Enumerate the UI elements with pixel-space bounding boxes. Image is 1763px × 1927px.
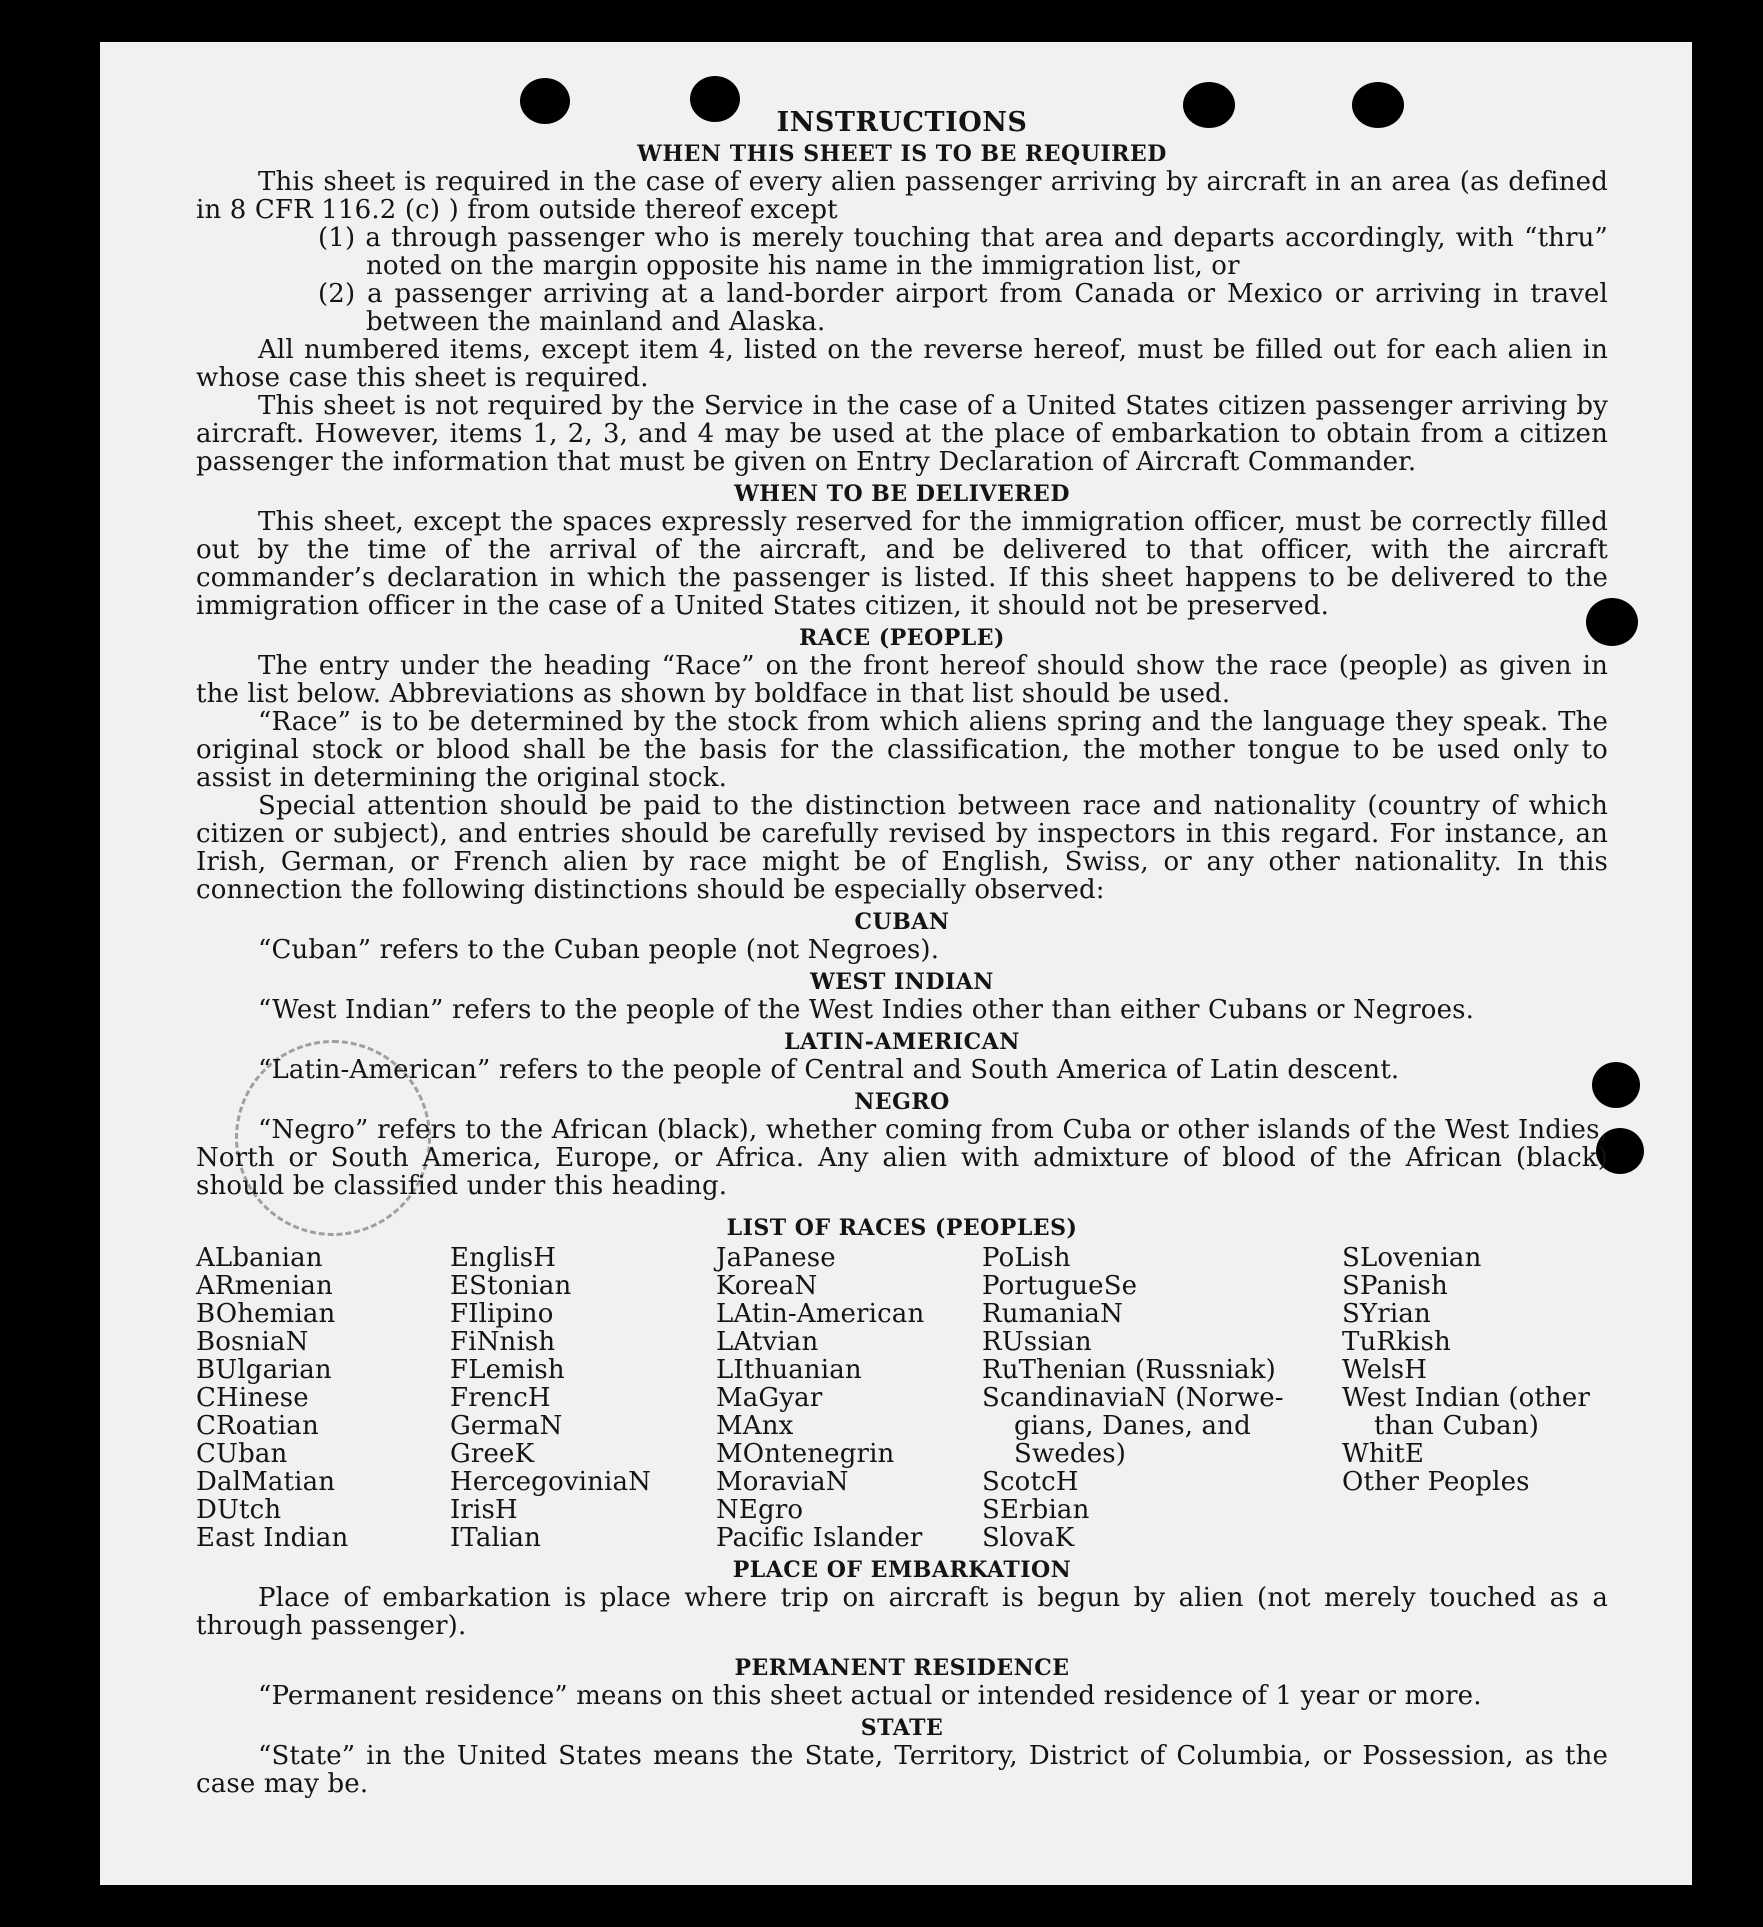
section-heading: LIST OF RACES (PEOPLES)	[726, 1215, 1078, 1241]
paragraph: Special attention should be paid to the distinction between race and nationality (country of which citizen or subject), and entries should be carefully revised by inspectors in this regard. For instance, an Irish, German, or French alien by race might be of English, Swiss, or any other nationality. In this connection the following distinctions should be especially observed:	[196, 791, 1608, 905]
race-item: Pacific Islander	[716, 1523, 923, 1553]
race-item: CUban	[196, 1439, 288, 1469]
race-item: SYrian	[1342, 1299, 1431, 1329]
race-item: ITalian	[450, 1523, 542, 1553]
race-item: DalMatian	[196, 1467, 336, 1497]
race-item: WelsH	[1342, 1355, 1428, 1385]
race-column	[716, 1244, 982, 1552]
race-item: MOntenegrin	[716, 1439, 895, 1469]
paragraph: “Latin-American” refers to the people of Central and South America of Latin descent.	[258, 1055, 1400, 1085]
race-item: SLovenian	[1342, 1243, 1482, 1273]
race-item: FLemish	[450, 1355, 565, 1385]
race-item: Swedes)	[1014, 1439, 1127, 1469]
race-item: EStonian	[450, 1271, 572, 1301]
race-item: Other Peoples	[1342, 1467, 1530, 1497]
race-item: LAtvian	[716, 1327, 819, 1357]
list-item: (1) a through passenger who is merely touching that area and departs accordingly, with “thru” noted on the margin opposite his name in the immigration list, or	[318, 223, 1608, 281]
race-item: ARmenian	[196, 1271, 333, 1301]
race-item: GreeK	[450, 1439, 535, 1469]
section-heading: CUBAN	[854, 909, 950, 935]
race-column	[982, 1244, 1342, 1552]
section-heading: PERMANENT RESIDENCE	[734, 1655, 1070, 1681]
race-item: MaGyar	[716, 1383, 823, 1413]
race-item: RuThenian (Russniak)	[982, 1355, 1276, 1385]
race-item: BOhemian	[196, 1299, 336, 1329]
race-item: ScotcH	[982, 1467, 1079, 1497]
race-item: SPanish	[1342, 1271, 1448, 1301]
section-heading: STATE	[860, 1715, 944, 1741]
race-item: MAnx	[716, 1411, 794, 1441]
race-item: BUlgarian	[196, 1355, 332, 1385]
section-heading: RACE (PEOPLE)	[799, 625, 1005, 651]
race-item: FrencH	[450, 1383, 551, 1413]
race-item: gians, Danes, and	[1014, 1411, 1251, 1441]
race-item: SlovaK	[982, 1523, 1075, 1553]
race-item: LIthuanian	[716, 1355, 862, 1385]
race-item: FIlipino	[450, 1299, 554, 1329]
race-item: SErbian	[982, 1495, 1090, 1525]
race-item: than Cuban)	[1374, 1411, 1540, 1441]
section-heading: PLACE OF EMBARKATION	[732, 1557, 1072, 1583]
paragraph: The entry under the heading “Race” on the front hereof should show the race (people) as given in the list below. Abbreviations as shown by boldface in that list should be used.	[196, 651, 1608, 709]
instructions-text	[196, 108, 1608, 1798]
paragraph: All numbered items, except item 4, listed on the reverse hereof, must be filled out for each alien in whose case this sheet is required.	[196, 335, 1608, 393]
race-item: LAtin-American	[716, 1299, 925, 1329]
race-column	[450, 1244, 716, 1552]
section-heading: WHEN THIS SHEET IS TO BE REQUIRED	[637, 141, 1167, 167]
paragraph: This sheet is not required by the Service in the case of a United States citizen passenger arriving by aircraft. However, items 1, 2, 3, and 4 may be used at the place of embarkation to obtain from a citizen passenger the information that must be given on Entry Declaration of Aircraft Commander.	[196, 391, 1608, 477]
race-column	[1342, 1244, 1608, 1552]
page-title: INSTRUCTIONS	[776, 107, 1028, 138]
section-heading: LATIN-AMERICAN	[784, 1029, 1020, 1055]
paragraph: This sheet, except the spaces expressly reserved for the immigration officer, must be correctly filled out by the time of the arrival of the aircraft, and be delivered to that officer, with the aircraft commander’s declaration in which the passenger is listed. If this sheet happens to be delivered to the immigration officer in the case of a United States citizen, it should not be preserved.	[196, 507, 1608, 621]
race-item: IrisH	[450, 1495, 518, 1525]
paragraph: “West Indian” refers to the people of the West Indies other than either Cubans or Negroes.	[258, 995, 1475, 1025]
paragraph: “Race” is to be determined by the stock from which aliens spring and the language they speak. The original stock or blood shall be the basis for the classification, the mother tongue to be used only to assist in determining the original stock.	[196, 707, 1608, 793]
race-item: West Indian (other	[1342, 1383, 1591, 1413]
race-item: KoreaN	[716, 1271, 818, 1301]
paragraph: “Negro” refers to the African (black), whether coming from Cuba or other islands of the West Indies, North or South America, Europe, or Africa. Any alien with admixture of blood of the African (black) should be classified under this heading.	[196, 1115, 1608, 1201]
race-item: CRoatian	[196, 1411, 319, 1441]
race-item: PortugueSe	[982, 1271, 1138, 1301]
section-heading: WHEN TO BE DELIVERED	[734, 481, 1070, 507]
race-column	[196, 1244, 450, 1552]
race-item: GermaN	[450, 1411, 563, 1441]
paragraph: “Cuban” refers to the Cuban people (not Negroes).	[258, 935, 940, 965]
race-item: EnglisH	[450, 1243, 557, 1273]
race-item: RUssian	[982, 1327, 1092, 1357]
paragraph: Place of embarkation is place where trip on aircraft is begun by alien (not merely touched as a through passenger).	[196, 1583, 1608, 1641]
race-item: TuRkish	[1342, 1327, 1451, 1357]
race-item: ScandinaviaN (Norwe-	[982, 1383, 1284, 1413]
race-list	[196, 1244, 1608, 1552]
race-item: JaPanese	[716, 1243, 836, 1273]
race-item: ALbanian	[196, 1243, 323, 1273]
race-item: DUtch	[196, 1495, 282, 1525]
race-item: BosniaN	[196, 1327, 309, 1357]
race-item: MoraviaN	[716, 1467, 849, 1497]
race-item: FiNnish	[450, 1327, 556, 1357]
paragraph: This sheet is required in the case of every alien passenger arriving by aircraft in an area (as defined in 8 CFR 116.2 (c) ) from outside thereof except	[196, 167, 1608, 225]
race-item: East Indian	[196, 1523, 349, 1553]
race-item: PoLish	[982, 1243, 1071, 1273]
race-item: NEgro	[716, 1495, 804, 1525]
section-heading: NEGRO	[854, 1089, 950, 1115]
paragraph: “Permanent residence” means on this sheet actual or intended residence of 1 year or more.	[258, 1681, 1482, 1711]
paragraph: “State” in the United States means the State, Territory, District of Columbia, or Possession, as the case may be.	[196, 1741, 1608, 1799]
race-item: HercegoviniaN	[450, 1467, 651, 1497]
list-item: (2) a passenger arriving at a land-border airport from Canada or Mexico or arriving in travel between the mainland and Alaska.	[318, 279, 1608, 337]
race-item: WhitE	[1342, 1439, 1424, 1469]
race-item: RumaniaN	[982, 1299, 1123, 1329]
race-item: CHinese	[196, 1383, 309, 1413]
section-heading: WEST INDIAN	[810, 969, 994, 995]
